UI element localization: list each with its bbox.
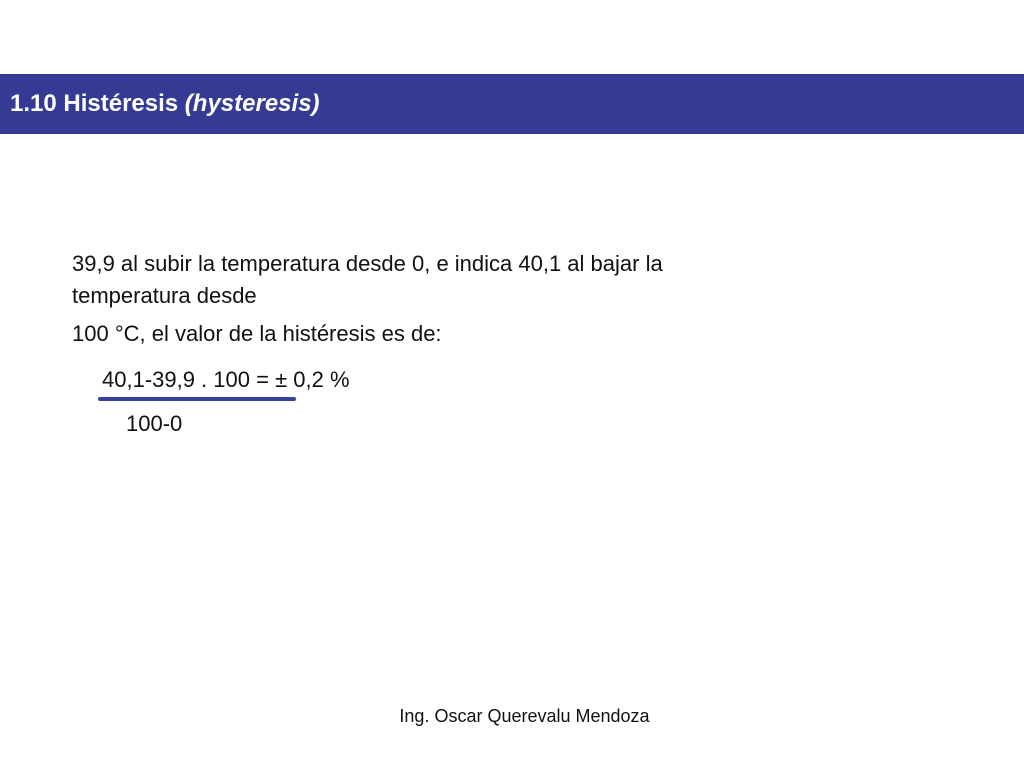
slide-title-main: 1.10 Histéresis bbox=[10, 90, 185, 117]
body-line-1: 39,9 al subir la temperatura desde 0, e indica 40,1 al bajar la bbox=[72, 251, 663, 276]
body-line-3: 100 °C, el valor de la histéresis es de: bbox=[72, 321, 442, 346]
fraction-bar bbox=[98, 397, 296, 401]
formula-denominator: 100-0 bbox=[126, 411, 183, 436]
body-line-2: temperatura desde bbox=[72, 283, 257, 308]
slide-title bbox=[10, 90, 320, 118]
formula-numerator-line: 40,1-39,9 . 100 = ± 0,2 % bbox=[102, 367, 350, 392]
slide-footer-author: Ing. Oscar Querevalu Mendoza bbox=[399, 706, 650, 726]
slide-title-bar bbox=[0, 74, 1024, 134]
slide-title-italic: (hysteresis) bbox=[184, 90, 320, 117]
slide-body bbox=[72, 248, 972, 350]
